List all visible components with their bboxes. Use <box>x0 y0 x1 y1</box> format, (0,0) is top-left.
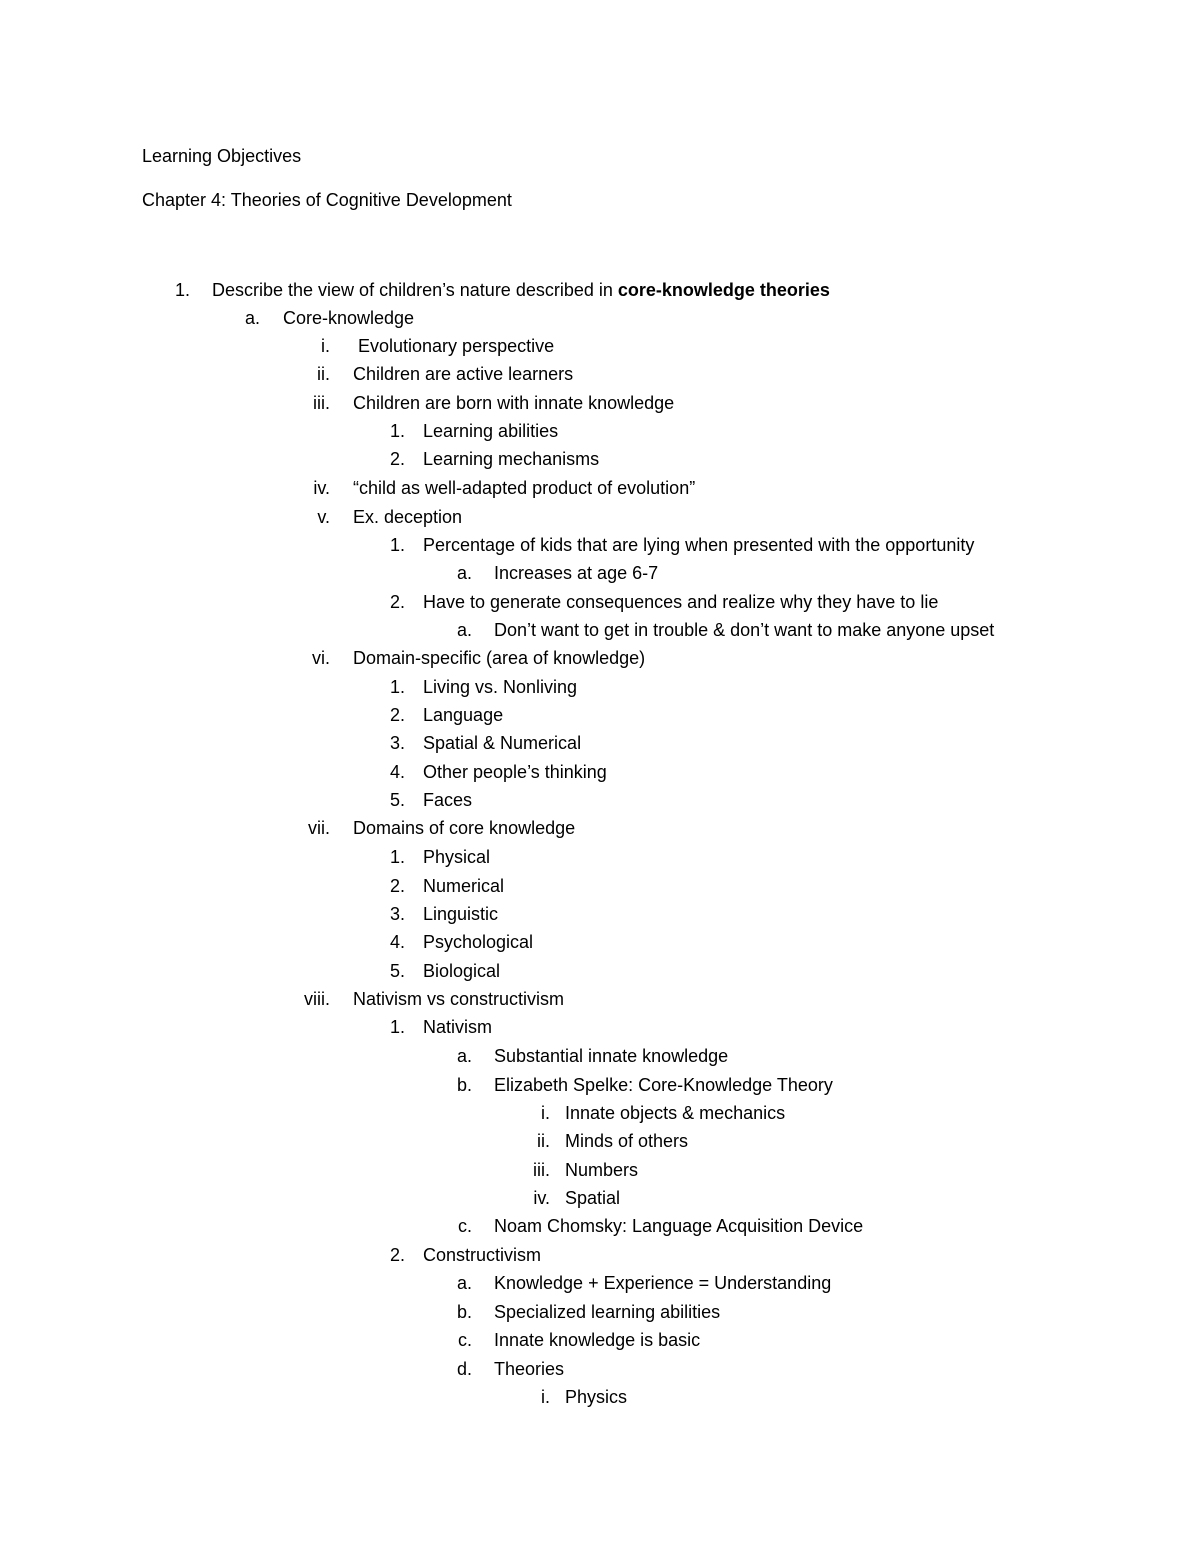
list-marker: iv. <box>313 478 330 498</box>
list-item-text: Specialized learning abilities <box>494 1302 721 1322</box>
list-marker: 5. <box>389 790 405 810</box>
list-item-text: Children are active learners <box>353 364 574 384</box>
list-item-text: Percentage of kids that are lying when presented with the opportunity <box>423 535 975 555</box>
chapter-heading: Chapter 4: Theories of Cognitive Development <box>142 190 512 210</box>
list-item-text: Spatial & Numerical <box>423 733 582 753</box>
list-item-text: Faces <box>423 790 473 810</box>
document-title: Learning Objectives <box>142 146 302 166</box>
list-item-text: Linguistic <box>423 904 499 924</box>
list-item-text: Describe the view of children’s nature described in core-knowledge theories <box>212 280 830 300</box>
list-item-text: Evolutionary perspective <box>358 336 555 356</box>
list-marker: 2. <box>389 876 405 896</box>
list-item-text: Nativism vs constructivism <box>353 989 565 1009</box>
list-marker: a. <box>456 563 472 583</box>
list-marker: c. <box>457 1330 472 1350</box>
list-marker: vii. <box>308 818 330 838</box>
list-item-text: Children are born with innate knowledge <box>353 393 675 413</box>
list-marker: i. <box>541 1103 550 1123</box>
list-item-text: Don’t want to get in trouble & don’t want to make anyone upset <box>494 620 995 640</box>
list-marker: 2. <box>389 449 405 469</box>
list-marker: viii. <box>304 989 330 1009</box>
list-marker: 1. <box>389 677 405 697</box>
list-marker: d. <box>456 1359 472 1379</box>
list-marker: iii. <box>313 393 330 413</box>
list-marker: 2. <box>389 1245 405 1265</box>
list-item-text: Learning abilities <box>423 421 559 441</box>
list-item-text: Have to generate consequences and realize why they have to lie <box>423 592 939 612</box>
list-marker: 1. <box>389 421 405 441</box>
list-item-text: Psychological <box>423 932 534 952</box>
list-marker: iii. <box>533 1160 550 1180</box>
list-marker: a. <box>456 620 472 640</box>
list-item-text: Increases at age 6-7 <box>494 563 659 583</box>
list-marker: 3. <box>389 904 405 924</box>
list-item-text: Ex. deception <box>353 507 463 527</box>
list-marker: iv. <box>533 1188 550 1208</box>
list-marker: 4. <box>389 932 405 952</box>
list-item-text: Physics <box>565 1387 628 1407</box>
list-marker: i. <box>541 1387 550 1407</box>
list-marker: b. <box>456 1302 472 1322</box>
list-item-text: Innate objects & mechanics <box>565 1103 786 1123</box>
list-marker: ii. <box>537 1131 550 1151</box>
list-marker: 1. <box>389 535 405 555</box>
list-item-text: Noam Chomsky: Language Acquisition Device <box>494 1216 864 1236</box>
list-item-text: Numerical <box>423 876 505 896</box>
list-item-text: Elizabeth Spelke: Core-Knowledge Theory <box>494 1075 833 1095</box>
list-marker: c. <box>457 1216 472 1236</box>
list-item-text: Numbers <box>565 1160 639 1180</box>
list-marker: 1. <box>389 1017 405 1037</box>
list-marker: 3. <box>389 733 405 753</box>
list-item-text: “child as well-adapted product of evolution” <box>353 478 696 498</box>
list-marker: 2. <box>389 592 405 612</box>
bold-term: core-knowledge theories <box>617 280 830 300</box>
list-marker: b. <box>456 1075 472 1095</box>
list-marker: 1. <box>174 280 190 300</box>
list-marker: a. <box>244 308 260 328</box>
list-item-text: Innate knowledge is basic <box>494 1330 701 1350</box>
list-item-text: Learning mechanisms <box>423 449 600 469</box>
list-item-text: Domain-specific (area of knowledge) <box>353 648 646 668</box>
list-item-text: Spatial <box>565 1188 621 1208</box>
list-item-text: Minds of others <box>565 1131 689 1151</box>
list-marker: 4. <box>389 762 405 782</box>
list-item-text: Core-knowledge <box>283 308 415 328</box>
list-item-text: Substantial innate knowledge <box>494 1046 729 1066</box>
list-item-text: Language <box>423 705 504 725</box>
list-marker: a. <box>456 1273 472 1293</box>
list-marker: 5. <box>389 961 405 981</box>
list-item-text: Physical <box>423 847 491 867</box>
list-marker: ii. <box>317 364 330 384</box>
list-marker: 1. <box>389 847 405 867</box>
list-marker: v. <box>317 507 330 527</box>
list-marker: 2. <box>389 705 405 725</box>
list-item-text: Other people’s thinking <box>423 762 607 782</box>
list-item-text: Constructivism <box>423 1245 542 1265</box>
list-item-text: Living vs. Nonliving <box>423 677 578 697</box>
list-marker: i. <box>321 336 330 356</box>
list-marker: a. <box>456 1046 472 1066</box>
list-item-text: Knowledge + Experience = Understanding <box>494 1273 832 1293</box>
list-item-text: Theories <box>494 1359 565 1379</box>
list-marker: vi. <box>312 648 330 668</box>
list-item-text: Biological <box>423 961 501 981</box>
list-item-text: Domains of core knowledge <box>353 818 576 838</box>
list-item-text: Nativism <box>423 1017 493 1037</box>
